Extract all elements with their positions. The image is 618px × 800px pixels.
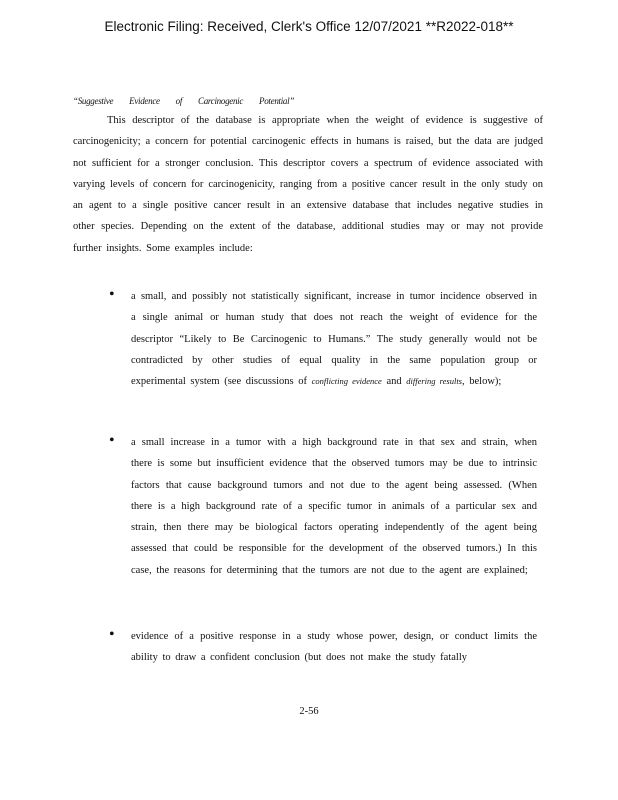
list-item-text-part: , below); — [462, 376, 502, 388]
descriptor-paragraph — [73, 110, 543, 259]
list-item — [73, 626, 543, 676]
bullet-symbol: • — [109, 286, 115, 303]
filing-stamp-header: Electronic Filing: Received, Clerk's Office 12/07/2021 **R2022-018** — [104, 19, 514, 34]
page-number: 2-56 — [299, 706, 319, 717]
bullet-symbol: • — [109, 626, 115, 643]
list-item-text — [131, 286, 537, 392]
list-item-text: a small increase in a tumor with a high background rate in that sex and strain, when there is some but insufficient evidence that the observed tumors may be due to intrinsic factors that cause background tumors and not due to the agent being assessed. (When there is a high background rate of a specific tumor in animals of a particular sex and strain, then there may be biological factors operating independently of the agent being assessed that could be responsible for the development of the observed tumors.) In this case, the reasons for determining that the tumors are not due to the agent are explained; — [131, 437, 537, 576]
list-item-text-part: a small, and possibly not statistically significant, increase in tumor incidence observed in a single animal or human study that does not reach the weight of evidence for the descriptor “Likely to Be Carcinogenic to Humans.” The study generally would not be contradicted by other studies of equal quality in the same population group or experimental system (see discussions of — [131, 291, 537, 388]
section-heading: “Suggestive Evidence of Carcinogenic Potential” — [73, 96, 295, 106]
descriptor-paragraph-text: This descriptor of the database is appropriate when the weight of evidence is suggestive of carcinogenicity; a concern for potential carcinogenic effects in humans is raised, but the data are judged not sufficient for a stronger conclusion. This descriptor covers a spectrum of evidence associated with varying levels of concern for carcinogenicity, ranging from a positive cancer result in the only study on an agent to a single positive cancer result in an extensive database that includes negative studies in other species. Depending on the extent of the database, additional studies may or may not provide further insights. Some examples include: — [73, 115, 543, 254]
list-item-text: evidence of a positive response in a study whose power, design, or conduct limits the ability to draw a confident conclusion (but does not make the study fatally — [131, 631, 537, 664]
list-item — [73, 286, 543, 426]
document-body — [73, 92, 543, 259]
emphasis-text: conflicting evidence — [311, 376, 382, 387]
bullet-symbol: • — [109, 432, 115, 449]
list-item-text-part: and — [381, 376, 407, 388]
emphasis-text: differing results — [406, 376, 462, 387]
list-item — [73, 432, 543, 612]
